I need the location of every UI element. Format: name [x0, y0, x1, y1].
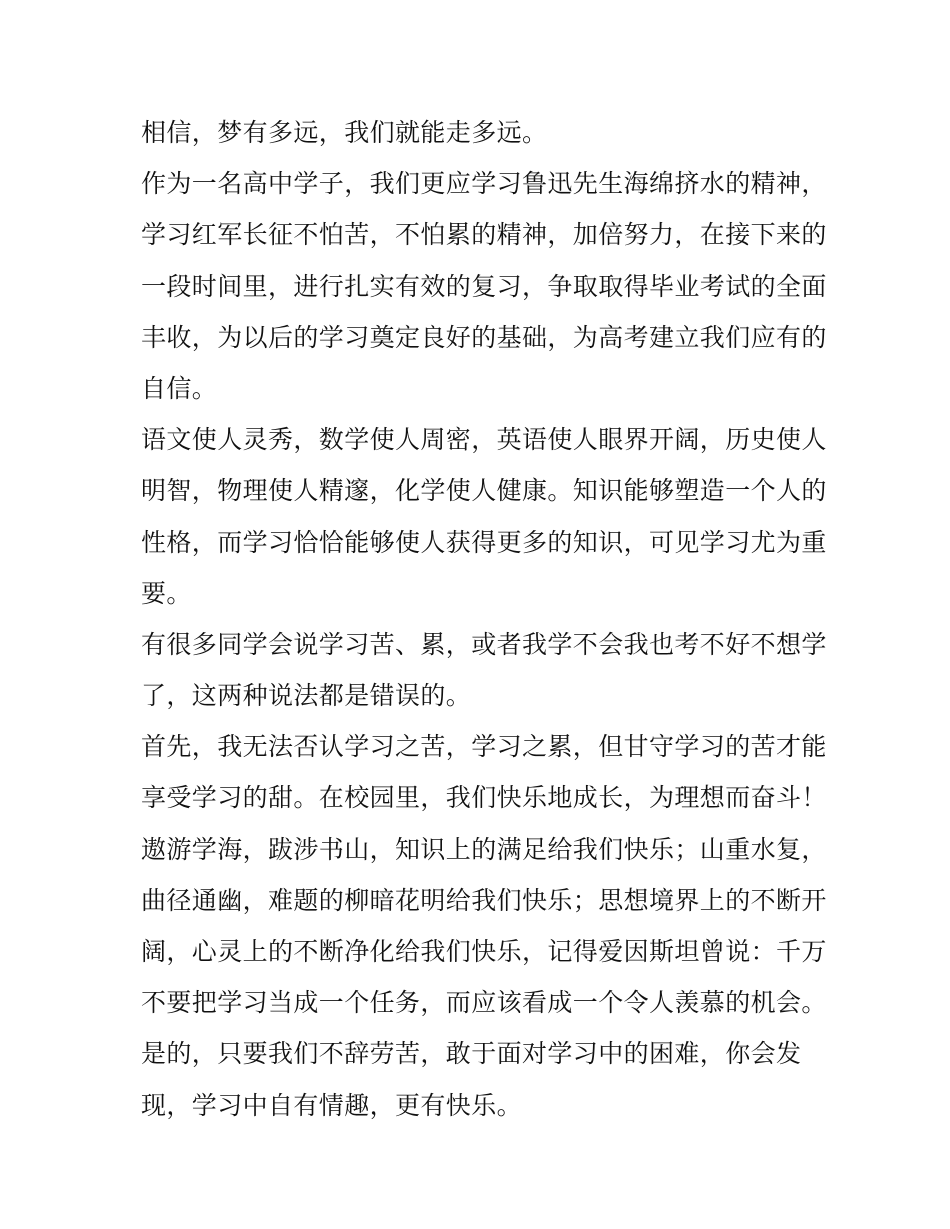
text-line: 丰收，为以后的学习奠定良好的基础，为高考建立我们应有的	[141, 322, 827, 352]
text-line: 不要把学习当成一个任务，而应该看成一个令人羡慕的机会。	[141, 988, 827, 1018]
text-line: 语文使人灵秀，数学使人周密，英语使人眼界开阔，历史使人	[141, 425, 827, 455]
paragraph-student-spirit	[141, 158, 827, 414]
text-line: 自信。	[141, 373, 218, 403]
text-line: 现，学习中自有情趣，更有快乐。	[141, 1090, 523, 1120]
text-line: 首先，我无法否认学习之苦，学习之累，但甘守学习的苦才能	[141, 732, 827, 762]
text-line: 作为一名高中学子，我们更应学习鲁迅先生海绵挤水的精神，	[141, 169, 827, 199]
text-line: 明智，物理使人精邃，化学使人健康。知识能够塑造一个人的	[141, 476, 827, 506]
text-line: 是的，只要我们不辞劳苦，敢于面对学习中的困难，你会发	[141, 1039, 802, 1069]
text-line: 性格，而学习恰恰能够使人获得更多的知识，可见学习尤为重	[141, 527, 827, 557]
paragraph-hardship	[141, 619, 827, 721]
text-line: 一段时间里，进行扎实有效的复习，争取取得毕业考试的全面	[141, 271, 827, 301]
text-line: 相信，梦有多远，我们就能走多远。	[141, 118, 548, 147]
paragraph-dream	[141, 107, 819, 158]
text-line: 曲径通幽，难题的柳暗花明给我们快乐；思想境界上的不断开	[141, 885, 827, 915]
text-line: 了，这两种说法都是错误的。	[141, 681, 472, 711]
text-line: 有很多同学会说学习苦、累，或者我学不会我也考不好不想学	[141, 629, 827, 659]
text-line: 享受学习的甜。在校园里，我们快乐地成长，为理想而奋斗！	[141, 783, 827, 813]
paragraph-subjects	[141, 414, 827, 619]
paragraph-joy	[141, 721, 827, 1131]
text-line: 学习红军长征不怕苦，不怕累的精神，加倍努力，在接下来的	[141, 220, 827, 250]
text-line: 阔，心灵上的不断净化给我们快乐，记得爱因斯坦曾说：千万	[141, 937, 827, 966]
text-line: 要。	[141, 578, 192, 608]
text-line: 遨游学海，跋涉书山，知识上的满足给我们快乐；山重水复，	[141, 834, 827, 864]
body-text	[141, 107, 827, 1131]
